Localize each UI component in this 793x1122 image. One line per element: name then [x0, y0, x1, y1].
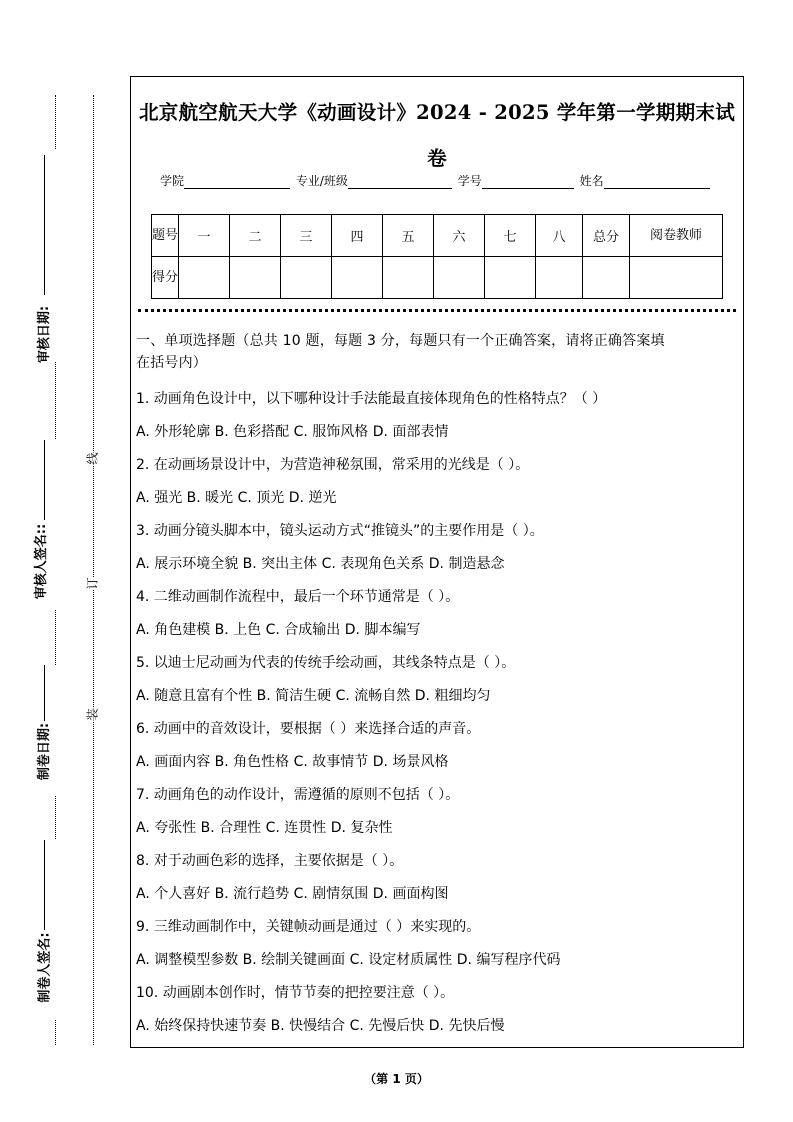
score-entry-cell[interactable]: [434, 257, 485, 299]
question-10: 10. 动画剧本创作时，情节节奏的把控要注意（ ）。: [136, 985, 455, 1001]
score-entry-cell[interactable]: [281, 257, 332, 299]
dotted-separator: [138, 309, 736, 312]
exam-title-line1: 北京航空航天大学《动画设计》2024 - 2025 学年第一学期期末试: [138, 101, 735, 124]
page-number: （第 1 页）: [364, 1072, 429, 1086]
score-entry-cell[interactable]: [179, 257, 230, 299]
score-entry-cell[interactable]: [583, 257, 630, 299]
question-9: 9. 三维动画制作中，关键帧动画是通过（ ）来实现的。: [136, 919, 481, 935]
question-8-options: A. 个人喜好 B. 流行趋势 C. 剧情氛围 D. 画面构图: [136, 886, 449, 902]
question-8: 8. 对于动画色彩的选择，主要依据是（ ）。: [136, 853, 404, 869]
review-date-underline: [44, 155, 45, 295]
question-3-options: A. 展示环境全貌 B. 突出主体 C. 表现角色关系 D. 制造悬念: [136, 556, 505, 572]
score-row-label: 得分: [152, 257, 179, 299]
question-7-options: A. 夸张性 B. 合理性 C. 连贯性 D. 复杂性: [136, 820, 393, 836]
section-1-heading: [136, 330, 740, 374]
question-3: 3. 动画分镜头脚本中，镜头运动方式“推镜头”的主要作用是（ ）。: [136, 523, 544, 539]
score-table: [151, 214, 723, 299]
binding-dotted-line-inner: [93, 95, 94, 1045]
exam-title: [134, 90, 740, 182]
question-4: 4. 二维动画制作流程中，最后一个环节通常是（ ）。: [136, 589, 460, 605]
score-entry-cell[interactable]: [332, 257, 383, 299]
score-cell-header: 七: [485, 215, 536, 257]
binding-word-line: 线: [85, 452, 100, 465]
question-5-options: A. 随意且富有个性 B. 简洁生硬 C. 流畅自然 D. 粗细均匀: [136, 688, 491, 704]
student-id-label: 学号: [457, 174, 482, 188]
score-entry-cell[interactable]: [485, 257, 536, 299]
score-cell-header: 六: [434, 215, 485, 257]
question-2: 2. 在动画场景设计中，为营造神秘氛围，常采用的光线是（ ）。: [136, 457, 530, 473]
score-entry-cell[interactable]: [230, 257, 281, 299]
score-cell-header: 五: [383, 215, 434, 257]
binding-word-ding: 订: [85, 577, 100, 590]
exam-title-line2: 卷: [427, 147, 447, 170]
section-1-heading-line2: 在括号内）: [136, 355, 207, 371]
make-date-label: 制卷日期:: [33, 721, 52, 782]
score-cell-header: 二: [230, 215, 281, 257]
name-label: 姓名: [579, 174, 604, 188]
student-id-field[interactable]: [482, 174, 574, 189]
score-cell-header: 阅卷教师: [630, 215, 723, 257]
major-class-field[interactable]: [348, 174, 452, 189]
question-6: 6. 动画中的音效设计，要根据（ ）来选择合适的声音。: [136, 721, 481, 737]
score-table-score-row: [152, 257, 723, 299]
score-table-header-row: [152, 215, 723, 257]
question-5: 5. 以迪士尼动画为代表的传统手绘动画，其线条特点是（ ）。: [136, 655, 516, 671]
section-1: [136, 330, 740, 1034]
reviewer-sign-label: 审核人签名::: [30, 522, 49, 601]
question-4-options: A. 角色建模 B. 上色 C. 合成输出 D. 脚本编写: [136, 622, 421, 638]
name-field[interactable]: [604, 174, 710, 189]
question-1-options: A. 外形轮廓 B. 色彩搭配 C. 服饰风格 D. 面部表情: [136, 424, 449, 440]
question-2-options: A. 强光 B. 暖光 C. 顶光 D. 逆光: [136, 490, 337, 506]
score-cell-label: 题号: [152, 215, 179, 257]
score-cell-header: 八: [536, 215, 583, 257]
score-cell-header: 一: [179, 215, 230, 257]
maker-sign-underline: [44, 840, 45, 930]
score-entry-cell[interactable]: [383, 257, 434, 299]
score-cell-header: 四: [332, 215, 383, 257]
question-9-options: A. 调整模型参数 B. 绘制关键画面 C. 设定材质属性 D. 编写程序代码: [136, 952, 561, 968]
question-6-options: A. 画面内容 B. 角色性格 C. 故事情节 D. 场景风格: [136, 754, 449, 770]
score-cell-header: 三: [281, 215, 332, 257]
major-class-label: 专业/班级: [295, 174, 348, 188]
review-date-label: 审核日期:: [33, 304, 52, 365]
make-date-underline: [44, 665, 45, 725]
section-1-heading-line1: 一、单项选择题（总共 10 题，每题 3 分，每题只有一个正确答案，请将正确答案填: [136, 333, 665, 349]
binding-word-zhuang: 装: [85, 708, 100, 721]
score-entry-cell[interactable]: [630, 257, 723, 299]
maker-sign-label: 制卷人签名:: [34, 930, 53, 1004]
question-10-options: A. 始终保持快速节奏 B. 快慢结合 C. 先慢后快 D. 先快后慢: [136, 1018, 505, 1034]
student-info-row: [160, 172, 730, 189]
score-entry-cell[interactable]: [536, 257, 583, 299]
question-7: 7. 动画角色的动作设计，需遵循的原则不包括（ ）。: [136, 787, 460, 803]
score-cell-header: 总分: [583, 215, 630, 257]
college-field[interactable]: [184, 174, 290, 189]
reviewer-sign-underline: [44, 440, 45, 520]
college-label: 学院: [160, 174, 185, 188]
question-1: 1. 动画角色设计中，以下哪种设计手法能最直接体现角色的性格特点？（ ）: [136, 391, 607, 407]
